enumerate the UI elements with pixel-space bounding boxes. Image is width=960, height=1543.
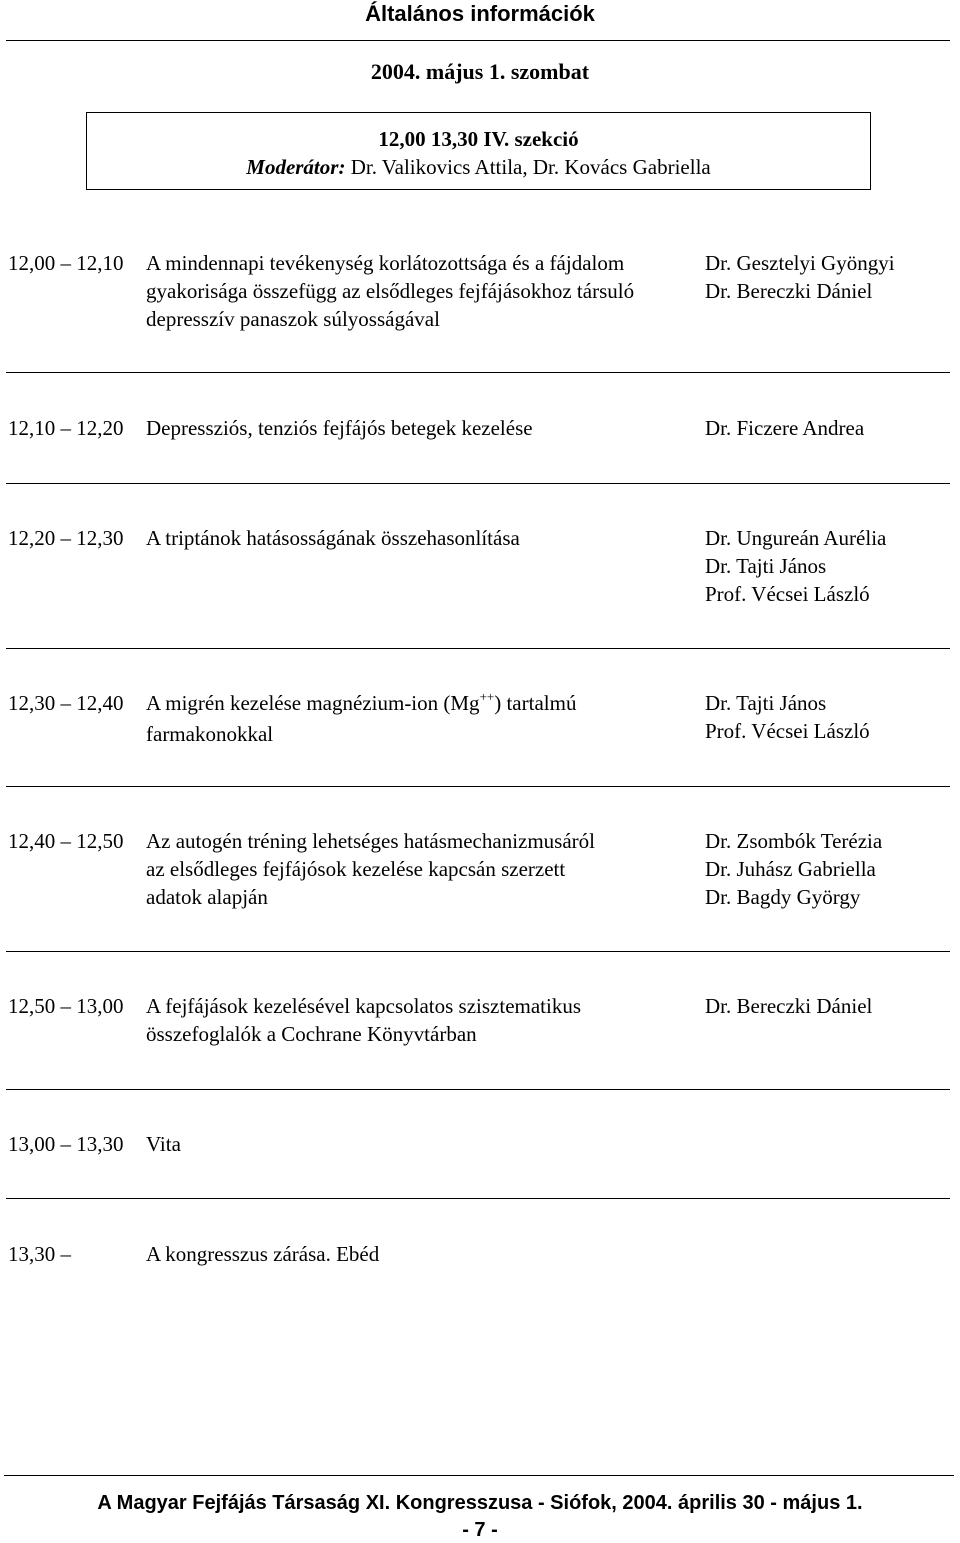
footer-divider xyxy=(4,1475,954,1476)
speaker-name: Dr. Bagdy György xyxy=(705,885,861,909)
talk-title xyxy=(146,1240,706,1268)
speaker-name: Dr. Ficzere Andrea xyxy=(705,416,865,440)
talk-title-line: összefoglalók a Cochrane Könyvtárban xyxy=(146,1022,477,1046)
speaker-list xyxy=(705,827,882,911)
moderator-label: Moderátor: xyxy=(246,155,346,179)
speaker-list xyxy=(705,689,870,745)
talk-title xyxy=(146,992,706,1048)
talk-title-line: gyakorisága összefügg az elsődleges fejfájásokhoz társuló xyxy=(146,279,635,303)
talk-title-line: farmakonokkal xyxy=(146,722,274,746)
speaker-list xyxy=(705,524,886,608)
speaker-name: Dr. Bereczki Dániel xyxy=(705,994,873,1018)
moderator-line xyxy=(87,153,870,181)
section-time-title: 12,00 13,30 IV. szekció xyxy=(378,127,579,151)
talk-title xyxy=(146,414,706,442)
session-time: 12,00 – 12,10 xyxy=(8,251,124,275)
row-divider xyxy=(6,483,950,484)
talk-title-line: A fejfájások kezelésével kapcsolatos szisztematikus xyxy=(146,994,582,1018)
page-heading: Általános információk xyxy=(365,1,595,26)
session-time: 12,20 – 12,30 xyxy=(8,526,124,550)
day-date: 2004. május 1. szombat xyxy=(370,59,590,84)
session-time: 12,30 – 12,40 xyxy=(8,691,124,715)
footer-congress: A Magyar Fejfájás Társaság XI. Kongresszusa - Siófok, 2004. április 30 - május 1. xyxy=(97,1492,863,1514)
session-time: 13,00 – 13,30 xyxy=(8,1132,124,1156)
speaker-name: Prof. Vécsei László xyxy=(705,582,870,606)
speaker-name: Dr. Zsombók Terézia xyxy=(705,829,883,853)
row-divider xyxy=(6,372,950,373)
talk-title-line: adatok alapján xyxy=(146,885,268,909)
session-time: 12,50 – 13,00 xyxy=(8,994,124,1018)
talk-title-text: ) tartalmú xyxy=(494,691,577,715)
talk-title-text: A migrén kezelése magnézium-ion (Mg xyxy=(146,691,480,715)
talk-title-line: depresszív panaszok súlyosságával xyxy=(146,307,440,331)
talk-title-line xyxy=(146,689,706,720)
talk-title-line: az elsődleges fejfájósok kezelése kapcsán szerzett xyxy=(146,857,566,881)
talk-title-line: A triptánok hatásosságának összehasonlítása xyxy=(146,526,520,550)
row-divider xyxy=(6,786,950,787)
session-time: 13,30 – xyxy=(8,1242,71,1266)
talk-title xyxy=(146,249,706,333)
talk-title xyxy=(146,827,706,911)
speaker-name: Dr. Ungureán Aurélia xyxy=(705,526,887,550)
speaker-name: Prof. Vécsei László xyxy=(705,719,870,743)
speaker-name: Dr. Gesztelyi Gyöngyi xyxy=(705,251,895,275)
section-box xyxy=(86,112,871,190)
talk-title xyxy=(146,1130,706,1158)
row-divider xyxy=(6,951,950,952)
talk-title-line: Az autogén tréning lehetséges hatásmechanizmusáról xyxy=(146,829,595,853)
row-divider xyxy=(6,648,950,649)
talk-title xyxy=(146,524,706,552)
talk-title-line: Depressziós, tenziós fejfájós betegek kezelése xyxy=(146,416,533,440)
page-number: - 7 - xyxy=(462,1519,498,1541)
speaker-list xyxy=(705,249,895,305)
speaker-list xyxy=(705,992,872,1020)
talk-title-line: A kongresszus zárása. Ebéd xyxy=(146,1242,380,1266)
speaker-name: Dr. Tajti János xyxy=(705,691,827,715)
session-time: 12,40 – 12,50 xyxy=(8,829,124,853)
speaker-list xyxy=(705,414,864,442)
speaker-name: Dr. Tajti János xyxy=(705,554,827,578)
speaker-name: Dr. Bereczki Dániel xyxy=(705,279,873,303)
talk-title-line: Vita xyxy=(146,1132,181,1156)
row-divider xyxy=(6,1089,950,1090)
talk-title xyxy=(146,689,706,748)
row-divider xyxy=(6,1198,950,1199)
header-divider xyxy=(6,40,950,41)
superscript: ++ xyxy=(479,689,495,704)
talk-title-line: A mindennapi tevékenység korlátozottsága és a fájdalom xyxy=(146,251,625,275)
session-time: 12,10 – 12,20 xyxy=(8,416,124,440)
speaker-name: Dr. Juhász Gabriella xyxy=(705,857,876,881)
moderator-names: Dr. Valikovics Attila, Dr. Kovács Gabriella xyxy=(345,155,711,179)
